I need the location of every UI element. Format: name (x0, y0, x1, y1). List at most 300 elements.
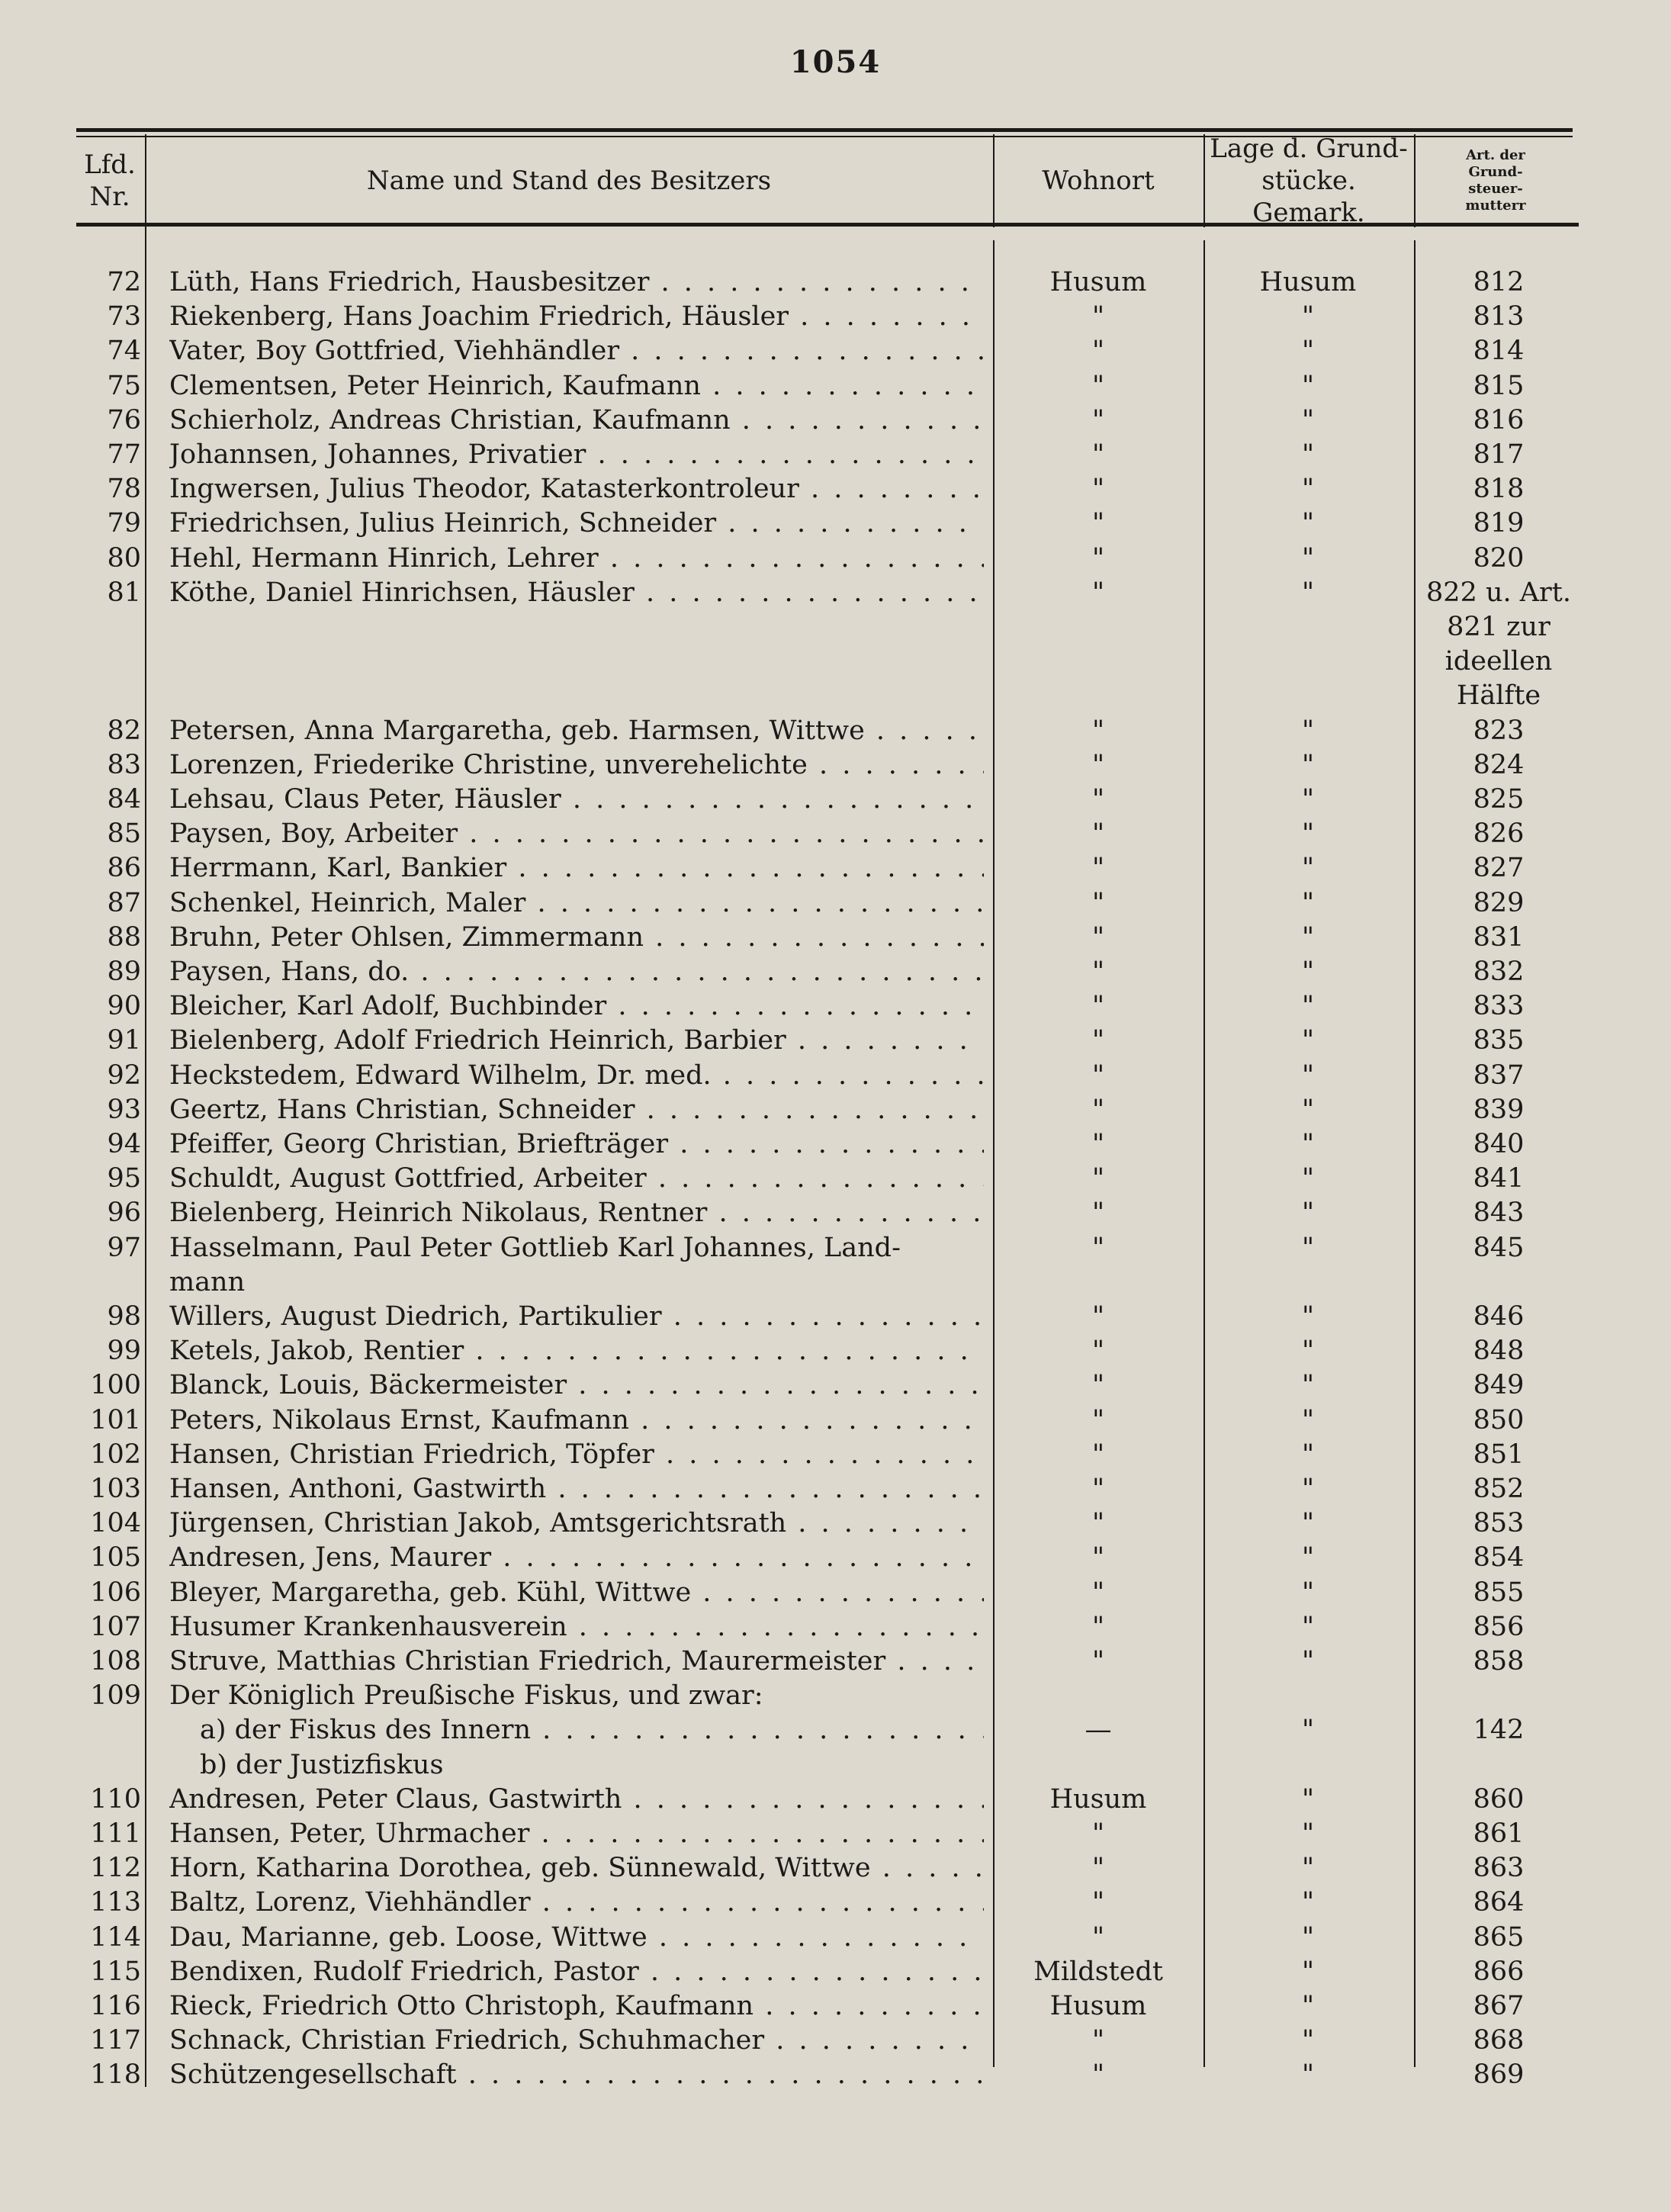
row-number: 110 (90, 1783, 141, 1815)
owner-name: Köthe, Daniel Hinrichsen, Häusler . . . (169, 576, 984, 610)
owner-name: Friedrichsen, Julius Heinrich, Schneider . . . (169, 506, 984, 541)
table-row (0, 472, 1671, 506)
tax-article: 839 (1473, 1094, 1525, 1125)
row-number: 85 (107, 818, 141, 850)
parcel-location: " (1301, 1508, 1315, 1539)
row-number: 72 (107, 267, 141, 297)
owner-name: Lehsau, Claus Peter, Häusler . . . (169, 783, 984, 817)
header-art-line1: Art. der (1466, 147, 1525, 163)
header-top-rule (76, 128, 1573, 132)
row-number: 74 (107, 336, 141, 367)
tax-article: 855 (1473, 1577, 1525, 1608)
row-number: 106 (90, 1577, 141, 1608)
residence: " (1091, 1094, 1105, 1125)
tax-article: 840 (1473, 1129, 1525, 1159)
tax-article: 858 (1473, 1646, 1525, 1677)
residence: Husum (1049, 267, 1147, 297)
owner-name: Peters, Nikolaus Ernst, Kaufmann . . . (169, 1403, 984, 1438)
row-number: 89 (107, 956, 141, 987)
tax-article: ideellen (1444, 646, 1553, 677)
residence: " (1091, 1646, 1105, 1677)
tax-article: 822 u. Art. (1426, 577, 1571, 608)
residence: " (1091, 818, 1105, 850)
parcel-location: " (1301, 1991, 1315, 2021)
residence: — (1085, 1715, 1112, 1746)
parcel-location: " (1301, 1439, 1315, 1470)
tax-article: Hälfte (1456, 680, 1541, 712)
residence: " (1091, 336, 1105, 367)
parcel-location: Husum (1259, 267, 1357, 297)
owner-name: Riekenberg, Hans Joachim Friedrich, Häusler . . . (169, 300, 984, 334)
tax-article: 851 (1473, 1439, 1525, 1470)
residence: " (1091, 1025, 1105, 1056)
owner-name: Paysen, Boy, Arbeiter . . . (169, 817, 984, 851)
table-row (0, 851, 1671, 886)
residence: " (1091, 1887, 1105, 1918)
residence: " (1091, 577, 1105, 608)
parcel-location: " (1301, 1542, 1315, 1574)
row-number: 102 (90, 1439, 141, 1470)
parcel-location: " (1301, 542, 1315, 574)
owner-name: Petersen, Anna Margaretha, geb. Harmsen, Wittwe . . . (169, 714, 984, 748)
table-row (0, 817, 1671, 851)
owner-name: Husumer Krankenhausverein . . . (169, 1610, 984, 1645)
residence: " (1091, 1542, 1105, 1574)
table-row (0, 886, 1671, 921)
table-row (0, 334, 1671, 368)
table-row (0, 1024, 1671, 1058)
residence: " (1091, 404, 1105, 436)
parcel-location: " (1301, 301, 1315, 333)
residence: " (1091, 1853, 1105, 1884)
owner-name: Paysen, Hans, do. . . . (169, 955, 984, 989)
parcel-location: " (1301, 1163, 1315, 1194)
residence: " (1091, 749, 1105, 780)
owner-name: Schützengesellschaft . . . (169, 2058, 984, 2092)
tax-article: 818 (1473, 474, 1525, 505)
header-nr-line1: Lfd. (84, 150, 136, 180)
header-nr-line2: Nr. (89, 182, 130, 212)
table-row (0, 1886, 1671, 1920)
header-wohnort-label: Wohnort (1042, 166, 1155, 196)
table-row (0, 576, 1671, 610)
table-row (0, 1196, 1671, 1230)
row-number: 117 (90, 2025, 141, 2056)
parcel-location: " (1301, 1783, 1315, 1815)
row-number: 97 (107, 1232, 141, 1263)
tax-article: 817 (1473, 439, 1525, 470)
tax-article: 824 (1473, 749, 1525, 780)
owner-name: Geertz, Hans Christian, Schneider . . . (169, 1093, 984, 1127)
header-lage (1205, 133, 1412, 228)
table-row (0, 679, 1671, 713)
tax-article: 845 (1473, 1232, 1525, 1263)
parcel-location: " (1301, 577, 1315, 608)
table-row (0, 921, 1671, 955)
header-art-line2: Grund- (1468, 164, 1523, 180)
residence: " (1091, 1163, 1105, 1194)
row-number: 80 (107, 542, 141, 574)
residence: " (1091, 1301, 1105, 1332)
row-number: 100 (90, 1370, 141, 1401)
parcel-location: " (1301, 784, 1315, 815)
row-number: 73 (107, 301, 141, 333)
table-row (0, 369, 1671, 403)
tax-article: 827 (1473, 853, 1525, 884)
tax-article: 831 (1473, 921, 1525, 953)
residence: Husum (1049, 1991, 1147, 2021)
tax-article: 867 (1473, 1991, 1525, 2021)
table-row (0, 989, 1671, 1024)
owner-name: Lüth, Hans Friedrich, Hausbesitzer . . . (169, 265, 984, 300)
row-number: 92 (107, 1059, 141, 1091)
row-number: 82 (107, 715, 141, 746)
table-row (0, 1851, 1671, 1886)
owner-name: Bruhn, Peter Ohlsen, Zimmermann . . . (169, 921, 984, 955)
owner-name: Jürgensen, Christian Jakob, Amtsgerichtsrath . . . (169, 1506, 984, 1541)
owner-name: Hansen, Anthoni, Gastwirth . . . (169, 1472, 984, 1506)
tax-article: 829 (1473, 887, 1525, 918)
parcel-location: " (1301, 1715, 1315, 1746)
tax-article: 814 (1473, 336, 1525, 367)
tax-article: 812 (1473, 267, 1525, 297)
owner-name: Schierholz, Andreas Christian, Kaufmann . . . (169, 403, 984, 438)
tax-article: 865 (1473, 1921, 1525, 1953)
owner-name: Clementsen, Peter Heinrich, Kaufmann . . . (169, 369, 984, 403)
owner-name: Heckstedem, Edward Wilhelm, Dr. med. . . . (169, 1059, 984, 1093)
table-row (0, 1093, 1671, 1127)
table-row (0, 403, 1671, 438)
owner-name: Hansen, Peter, Uhrmacher . . . (169, 1817, 984, 1851)
row-number: 78 (107, 474, 141, 505)
owner-name: Lorenzen, Friederike Christine, unverehelichte . . . (169, 748, 984, 783)
tax-article: 856 (1473, 1611, 1525, 1642)
parcel-location: " (1301, 1646, 1315, 1677)
owner-name: Bleyer, Margaretha, geb. Kühl, Wittwe . . . (169, 1576, 984, 1610)
table-row (0, 506, 1671, 541)
residence: Husum (1049, 1783, 1147, 1815)
row-number: 108 (90, 1646, 141, 1677)
residence: " (1091, 921, 1105, 953)
owner-name: Bendixen, Rudolf Friedrich, Pastor . . . (169, 1955, 984, 1989)
owner-name: Ketels, Jakob, Rentier . . . (169, 1334, 984, 1368)
row-number: 112 (90, 1853, 141, 1884)
row-number: 114 (90, 1921, 141, 1953)
residence: Mildstedt (1033, 1956, 1163, 1987)
tax-article: 849 (1473, 1370, 1525, 1401)
residence: " (1091, 1129, 1105, 1159)
owner-name: Pfeiffer, Georg Christian, Briefträger . . . (169, 1127, 984, 1162)
residence: " (1091, 370, 1105, 401)
header-art-line3: steuer- (1468, 181, 1523, 197)
table-row (0, 1265, 1671, 1300)
row-number: 103 (90, 1474, 141, 1504)
page-number: 1054 (789, 44, 882, 80)
table-row (0, 1162, 1671, 1196)
row-number: 109 (90, 1680, 141, 1712)
tax-article: 848 (1473, 1336, 1525, 1367)
table-row (0, 300, 1671, 334)
owner-name: Herrmann, Karl, Bankier . . . (169, 851, 984, 886)
owner-name: Bleicher, Karl Adolf, Buchbinder . . . (169, 989, 984, 1024)
tax-article: 850 (1473, 1404, 1525, 1436)
row-number: 107 (90, 1611, 141, 1642)
owner-name: Der Königlich Preußische Fiskus, und zwar: (169, 1680, 763, 1712)
row-number: 81 (107, 577, 141, 608)
tax-article: 852 (1473, 1474, 1525, 1504)
residence: " (1091, 1370, 1105, 1401)
owner-name: Willers, August Diedrich, Partikulier . . . (169, 1300, 984, 1334)
parcel-location: " (1301, 1094, 1315, 1125)
parcel-location: " (1301, 1370, 1315, 1401)
parcel-location: " (1301, 370, 1315, 401)
row-number: 75 (107, 370, 141, 401)
row-number: 104 (90, 1508, 141, 1539)
table-row (0, 1506, 1671, 1541)
residence: " (1091, 853, 1105, 884)
owner-name: Blanck, Louis, Bäckermeister . . . (169, 1368, 984, 1403)
tax-article: 821 zur (1447, 612, 1550, 642)
residence: " (1091, 1439, 1105, 1470)
row-number: 76 (107, 404, 141, 436)
tax-article: 841 (1473, 1163, 1525, 1194)
tax-article: 835 (1473, 1025, 1525, 1056)
parcel-location: " (1301, 1059, 1315, 1091)
parcel-location: " (1301, 853, 1315, 884)
parcel-location: " (1301, 1025, 1315, 1056)
residence: " (1091, 1474, 1105, 1504)
owner-name: b) der Justizfiskus (200, 1749, 444, 1780)
owner-name: Schuldt, August Gottfried, Arbeiter . . . (169, 1162, 984, 1196)
parcel-location: " (1301, 1577, 1315, 1608)
owner-name: Baltz, Lorenz, Viehhändler . . . (169, 1886, 984, 1920)
tax-article: 861 (1473, 1818, 1525, 1849)
residence: " (1091, 1404, 1105, 1436)
tax-article: 815 (1473, 370, 1525, 401)
parcel-location: " (1301, 1818, 1315, 1849)
row-number: 88 (107, 921, 141, 953)
residence: " (1091, 887, 1105, 918)
parcel-location: " (1301, 439, 1315, 470)
row-number: 84 (107, 784, 141, 815)
parcel-location: " (1301, 1232, 1315, 1263)
table-row (0, 1921, 1671, 1955)
owner-name: Ingwersen, Julius Theodor, Katasterkontroleur . . . (169, 472, 984, 506)
parcel-location: " (1301, 749, 1315, 780)
table-row (0, 1438, 1671, 1472)
tax-article: 869 (1473, 2059, 1525, 2091)
tax-article: 837 (1473, 1059, 1525, 1091)
table-row (0, 955, 1671, 989)
header-wohnort (995, 142, 1202, 220)
tax-article: 833 (1473, 991, 1525, 1022)
table-row (0, 1955, 1671, 1989)
tax-article: 853 (1473, 1508, 1525, 1539)
tax-article: 868 (1473, 2025, 1525, 2056)
tax-article: 863 (1473, 1853, 1525, 1884)
residence: " (1091, 542, 1105, 574)
table-row (0, 1645, 1671, 1679)
table-row (0, 1783, 1671, 1817)
table-row (0, 1472, 1671, 1506)
parcel-location: " (1301, 1301, 1315, 1332)
row-number: 111 (90, 1818, 141, 1849)
table-row (0, 1817, 1671, 1851)
row-number: 90 (107, 991, 141, 1022)
owner-name: Schnack, Christian Friedrich, Schuhmacher . . . (169, 2024, 984, 2058)
owner-name: Bielenberg, Heinrich Nikolaus, Rentner . . . (169, 1196, 984, 1230)
table-row (0, 645, 1671, 679)
owner-name: Andresen, Jens, Maurer . . . (169, 1541, 984, 1575)
tax-article: 832 (1473, 956, 1525, 987)
residence: " (1091, 1059, 1105, 1091)
row-number: 105 (90, 1542, 141, 1574)
table-row (0, 542, 1671, 576)
table-row (0, 2024, 1671, 2058)
parcel-location: " (1301, 991, 1315, 1022)
row-number: 93 (107, 1094, 141, 1125)
table-row (0, 1127, 1671, 1162)
header-name-label: Name und Stand des Besitzers (366, 166, 772, 196)
column-divider-lage-head (1414, 134, 1416, 227)
table-row (0, 748, 1671, 783)
tax-article: 820 (1473, 542, 1525, 574)
residence: " (1091, 1577, 1105, 1608)
row-number: 83 (107, 749, 141, 780)
owner-name: Hansen, Christian Friedrich, Töpfer . . . (169, 1438, 984, 1472)
table-row (0, 714, 1671, 748)
parcel-location: " (1301, 1853, 1315, 1884)
header-art-line4: mutterr (1465, 198, 1526, 214)
tax-article: 854 (1473, 1542, 1525, 1574)
residence: " (1091, 301, 1105, 333)
parcel-location: " (1301, 1404, 1315, 1436)
row-number: 118 (90, 2059, 141, 2091)
tax-article: 813 (1473, 301, 1525, 333)
row-number: 95 (107, 1163, 141, 1194)
tax-article: 823 (1473, 715, 1525, 746)
tax-article: 864 (1473, 1887, 1525, 1918)
table-row (0, 1541, 1671, 1575)
row-number: 101 (90, 1404, 141, 1436)
owner-name: Schenkel, Heinrich, Maler . . . (169, 886, 984, 921)
residence: " (1091, 474, 1105, 505)
row-number: 96 (107, 1198, 141, 1229)
owner-name: Struve, Matthias Christian Friedrich, Maurermeister . . . (169, 1645, 984, 1679)
tax-article: 825 (1473, 784, 1525, 815)
row-number: 115 (90, 1956, 141, 1987)
tax-article: 142 (1473, 1715, 1525, 1746)
owner-name: Rieck, Friedrich Otto Christoph, Kaufmann . . . (169, 1989, 984, 2024)
column-divider-name-head (993, 134, 995, 227)
tax-article: 846 (1473, 1301, 1525, 1332)
parcel-location: " (1301, 1336, 1315, 1367)
parcel-location: " (1301, 1887, 1315, 1918)
row-number: 98 (107, 1301, 141, 1332)
residence: " (1091, 1921, 1105, 1953)
owner-name: Hasselmann, Paul Peter Gottlieb Karl Johannes, Land- (169, 1232, 901, 1263)
residence: " (1091, 784, 1105, 815)
tax-article: 860 (1473, 1783, 1525, 1815)
table-row (0, 1576, 1671, 1610)
header-nr (76, 142, 143, 220)
residence: " (1091, 2059, 1105, 2091)
parcel-location: " (1301, 404, 1315, 436)
parcel-location: " (1301, 887, 1315, 918)
owner-name: Andresen, Peter Claus, Gastwirth . . . (169, 1783, 984, 1817)
table-row (0, 1403, 1671, 1438)
tax-article: 866 (1473, 1956, 1525, 1987)
table-row (0, 1334, 1671, 1368)
column-divider-wohnort-head (1203, 134, 1205, 227)
owner-name: mann (169, 1266, 246, 1297)
parcel-location: " (1301, 818, 1315, 850)
owner-name: Johannsen, Johannes, Privatier . . . (169, 438, 984, 472)
table-row (0, 1610, 1671, 1645)
table-row (0, 438, 1671, 472)
row-number: 94 (107, 1129, 141, 1159)
residence: " (1091, 2025, 1105, 2056)
owner-name: Horn, Katharina Dorothea, geb. Sünnewald, Wittwe . . . (169, 1851, 984, 1886)
residence: " (1091, 1818, 1105, 1849)
residence: " (1091, 508, 1105, 539)
header-lage-line2: stücke. Gemark. (1252, 166, 1365, 228)
parcel-location: " (1301, 1198, 1315, 1229)
row-number: 77 (107, 439, 141, 470)
owner-name: Dau, Marianne, geb. Loose, Wittwe . . . (169, 1921, 984, 1955)
table-row (0, 1231, 1671, 1265)
table-row (0, 1059, 1671, 1093)
table-row (0, 1300, 1671, 1334)
residence: " (1091, 956, 1105, 987)
parcel-location: " (1301, 2059, 1315, 2091)
owner-name: Hehl, Hermann Hinrich, Lehrer . . . (169, 542, 984, 576)
tax-article: 816 (1473, 404, 1525, 436)
row-number: 113 (90, 1887, 141, 1918)
header-art (1416, 142, 1576, 220)
table-row (0, 783, 1671, 817)
table-row (0, 265, 1671, 300)
residence: " (1091, 991, 1105, 1022)
parcel-location: " (1301, 1474, 1315, 1504)
row-number: 79 (107, 508, 141, 539)
table-row (0, 1713, 1671, 1747)
table-row (0, 610, 1671, 645)
parcel-location: " (1301, 1129, 1315, 1159)
parcel-location: " (1301, 508, 1315, 539)
parcel-location: " (1301, 1956, 1315, 1987)
parcel-location: " (1301, 336, 1315, 367)
residence: " (1091, 1232, 1105, 1263)
parcel-location: " (1301, 715, 1315, 746)
table-row (0, 1989, 1671, 2024)
residence: " (1091, 439, 1105, 470)
parcel-location: " (1301, 2025, 1315, 2056)
tax-article: 843 (1473, 1198, 1525, 1229)
residence: " (1091, 1508, 1105, 1539)
owner-name: a) der Fiskus des Innern . . . (169, 1713, 984, 1747)
table-row (0, 1679, 1671, 1713)
header-lage-line1: Lage d. Grund- (1210, 133, 1408, 164)
residence: " (1091, 1336, 1105, 1367)
row-number: 116 (90, 1991, 141, 2021)
row-number: 99 (107, 1336, 141, 1367)
row-number: 87 (107, 887, 141, 918)
owner-name: Vater, Boy Gottfried, Viehhändler . . . (169, 334, 984, 368)
table-row (0, 1748, 1671, 1783)
parcel-location: " (1301, 921, 1315, 953)
table-row (0, 1368, 1671, 1403)
